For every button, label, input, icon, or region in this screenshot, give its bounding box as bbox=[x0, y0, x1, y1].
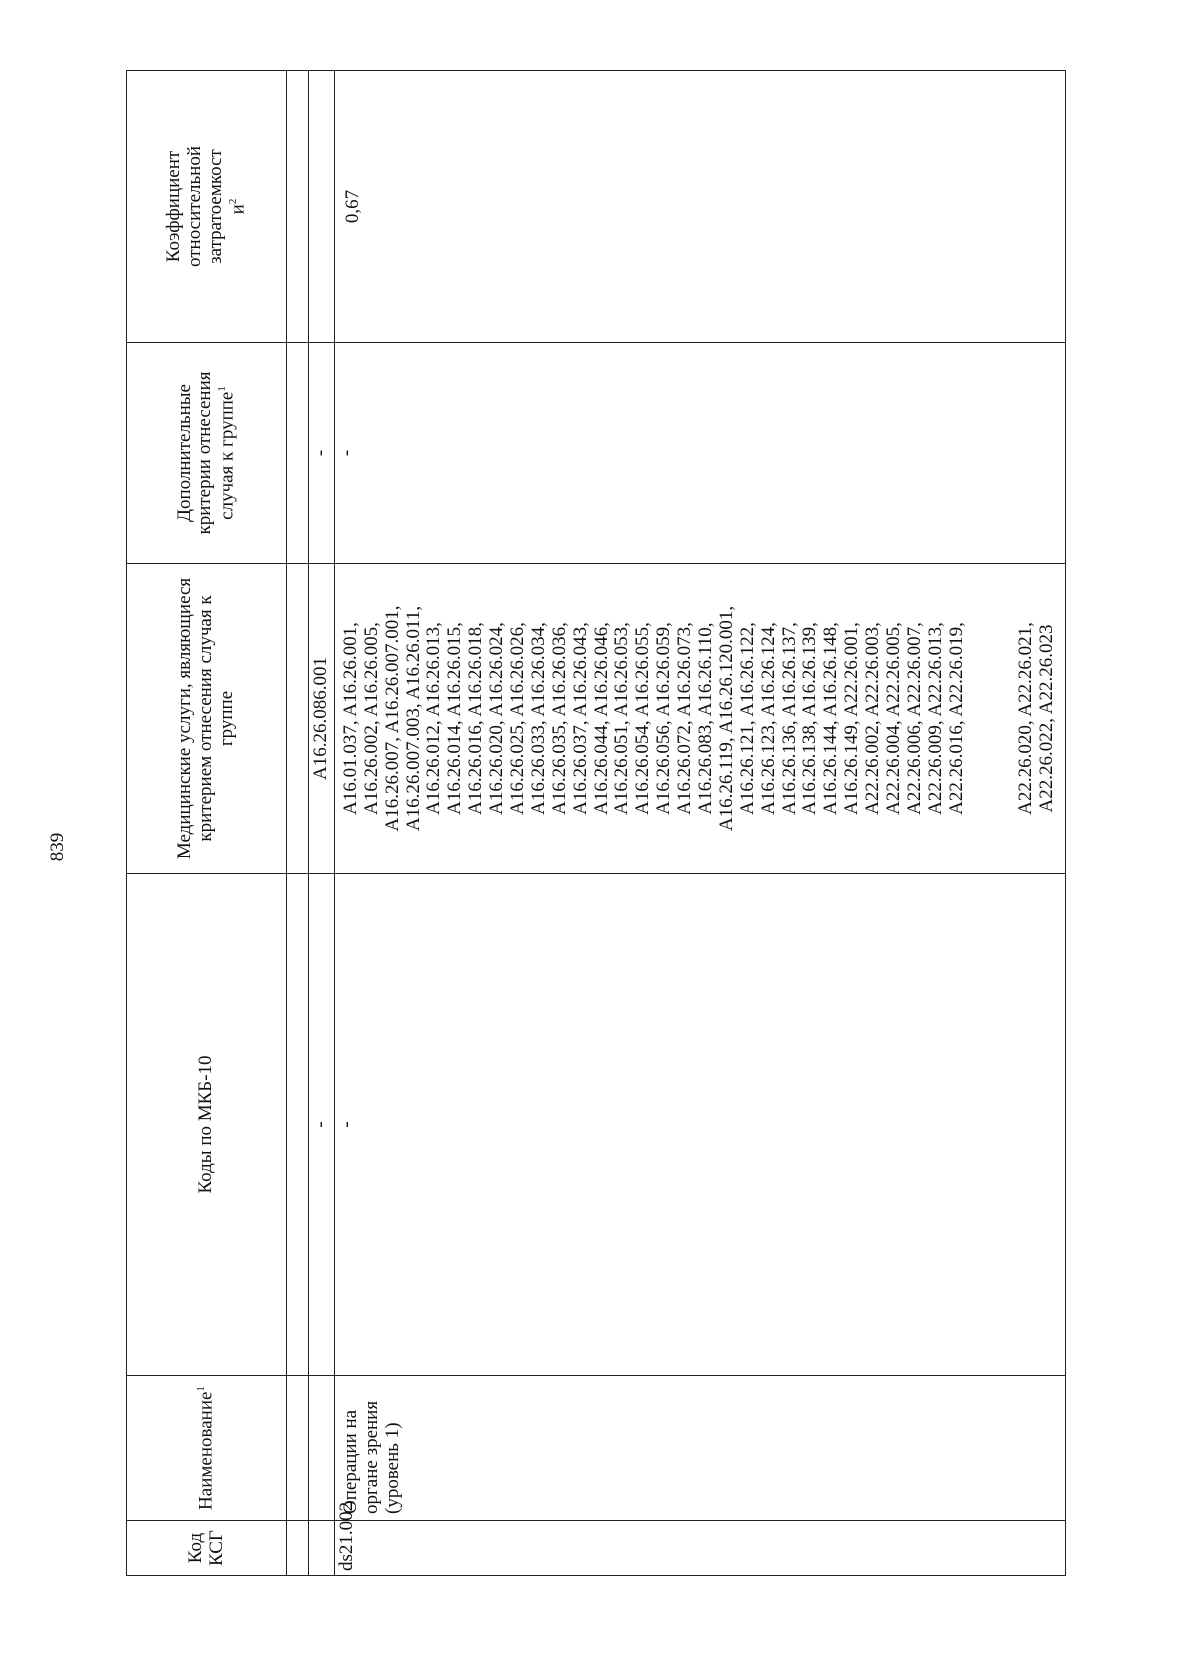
service-code-line: A16.26.051, A16.26.053, bbox=[611, 622, 633, 815]
table-header-row bbox=[127, 71, 287, 1576]
name-cell: Операции на органе зрения (уровень 1) bbox=[334, 1376, 1065, 1521]
service-code-line: A22.26.002, A22.26.003, bbox=[862, 622, 884, 815]
service-code-line: A22.26.020, A22.26.021, bbox=[1014, 622, 1036, 815]
service-code-line: A16.01.037, A16.26.001, bbox=[339, 622, 361, 815]
service-code-line: A16.26.138, A16.26.139, bbox=[799, 622, 821, 815]
service-code-line: A16.26.123, A16.26.124, bbox=[757, 622, 779, 815]
mkb-cell: - bbox=[334, 874, 1065, 1376]
rotated-table-container bbox=[126, 71, 1066, 1576]
service-code-line: A16.26.136, A16.26.137, bbox=[778, 622, 800, 815]
ksg-table bbox=[126, 70, 1066, 1576]
page-number: 839 bbox=[47, 832, 68, 862]
service-code-line: A16.26.149, A22.26.001, bbox=[841, 622, 863, 815]
service-code-line: A16.26.035, A16.26.036, bbox=[548, 622, 570, 815]
separator-row bbox=[287, 71, 309, 1576]
header-extra-criteria: Дополнительные критерии отнесения случая к группе$^1$ bbox=[127, 343, 287, 564]
header-ksg-code: Код КСГ bbox=[127, 1521, 287, 1576]
service-code-line: A16.26.044, A16.26.046, bbox=[590, 622, 612, 815]
header-mkb: Коды по МКБ-10 bbox=[127, 874, 287, 1376]
extra-criteria-cell: - bbox=[334, 343, 1065, 564]
service-code-line: A16.26.025, A16.26.026, bbox=[507, 622, 529, 815]
service-code-line: A16.26.121, A16.26.122, bbox=[736, 622, 758, 815]
service-code-line: A22.26.006, A22.26.007, bbox=[903, 622, 925, 815]
service-code-line: A22.26.009, A22.26.013, bbox=[924, 622, 946, 815]
service-code-line: A16.26.072, A16.26.073, bbox=[674, 622, 696, 815]
service-code-line: A16.26.054, A16.26.055, bbox=[632, 622, 654, 815]
table-row-previous bbox=[309, 71, 335, 1576]
service-code-line: A16.26.037, A16.26.043, bbox=[569, 622, 591, 815]
service-code-line: A16.26.012, A16.26.013, bbox=[423, 622, 445, 815]
prev-extra-cell: - bbox=[309, 343, 335, 564]
service-code-line: A16.26.016, A16.26.018, bbox=[465, 622, 487, 815]
service-code-line: A16.26.020, A16.26.024, bbox=[486, 622, 508, 815]
service-code-line: A22.26.004, A22.26.005, bbox=[883, 622, 905, 815]
services-cell bbox=[334, 564, 1065, 874]
services-list-continued bbox=[1016, 568, 1058, 869]
service-code-line: A16.26.014, A16.26.015, bbox=[444, 622, 466, 815]
coefficient-cell: 0,67 bbox=[334, 71, 1065, 343]
service-code-line: A16.26.056, A16.26.059, bbox=[653, 622, 675, 815]
prev-mkb-cell: - bbox=[309, 874, 335, 1376]
service-code-line: A16.26.033, A16.26.034, bbox=[527, 622, 549, 815]
prev-services-cell: A16.26.086.001 bbox=[309, 564, 335, 874]
service-code-line: A16.26.083, A16.26.110, bbox=[695, 622, 717, 815]
service-code-line: A16.26.144, A16.26.148, bbox=[820, 622, 842, 815]
service-code-line: A22.26.016, A22.26.019, bbox=[945, 622, 967, 815]
header-coefficient: Коэффициент относительной затратоемкост $и^2$ bbox=[127, 71, 287, 343]
service-code-line: A16.26.007.003, A16.26.011, bbox=[402, 605, 424, 832]
ksg-code-cell: ds21.002 bbox=[334, 1521, 1065, 1576]
service-code-line: A16.26.002, A16.26.005, bbox=[360, 622, 382, 815]
service-code-line: A16.26.119, A16.26.120.001, bbox=[715, 605, 737, 832]
table-row-ds21-002 bbox=[334, 71, 1065, 1576]
service-code-line: A22.26.022, A22.26.023 bbox=[1035, 624, 1057, 813]
header-services: Медицинские услуги, являющиеся критерием отнесения случая к группе bbox=[127, 564, 287, 874]
services-list bbox=[341, 568, 968, 869]
header-name: Наименование$^1$ bbox=[127, 1376, 287, 1521]
service-code-line: A16.26.007, A16.26.007.001, bbox=[381, 605, 403, 832]
